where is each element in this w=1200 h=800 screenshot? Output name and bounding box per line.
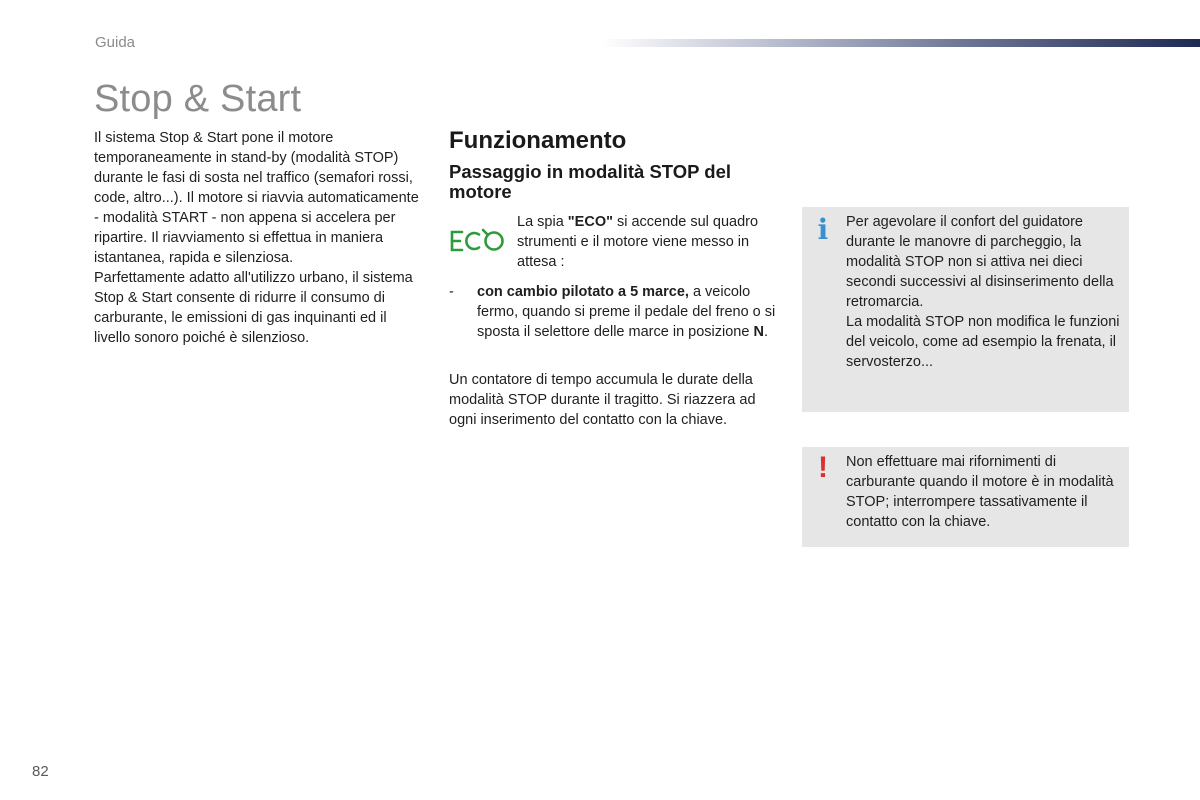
operation-column [449, 126, 779, 430]
section-label: Guida [95, 34, 136, 51]
list-item [449, 282, 779, 342]
bullet-dash: - [449, 284, 454, 300]
page-number: 82 [32, 763, 49, 780]
stop-time-counter-text: Un contatore di tempo accumula le durate della modalità STOP durante il tragitto. Si riazzera ad ogni inserimento del contatto con la chiave. [449, 372, 756, 428]
eco-indicator-row [449, 212, 779, 270]
operation-heading: Funzionamento [449, 127, 627, 154]
bullet-text: con cambio pilotato a 5 marce, a veicolo fermo, quando si preme il pedale del freno o si sposta il selettore delle marce in posizione N. [477, 284, 776, 340]
intro-paragraph: Il sistema Stop & Start pone il motore temporaneamente in stand-by (modalità STOP) durante le fasi di sosta nel traffico (semafori rossi, code, altro...). Il motore si riavvia automaticamente - modalità START - non appena si accelera per ripartire. Il riavviamento si effettua in maniera istantanea, rapida e silenziosa. [94, 130, 419, 266]
info-note-text: Per agevolare il confort del guidatore durante le manovre di parcheggio, la modalità STOP non si attiva nei dieci secondi successivi al disinserimento della retromarcia. La modalità STOP non modifica le funzioni del veicolo, come ad esempio la frenata, il servosterzo... [846, 214, 1120, 370]
header-gradient-bar [600, 39, 1200, 47]
warning-note-box [802, 447, 1129, 547]
intro-paragraph: Parfettamente adatto all'utilizzo urbano, il sistema Stop & Start consente di ridurre il consumo di carburante, le emissioni di gas inquinanti ed il livello sonoro poiché è silenzioso. [94, 270, 413, 346]
warning-icon: ! [818, 451, 828, 484]
info-icon: i [817, 213, 829, 246]
page-title: Stop & Start [94, 78, 302, 120]
stop-mode-subheading: Passaggio in modalità STOP del motore [449, 161, 732, 202]
warning-note-text: Non effettuare mai rifornimenti di carburante quando il motore è in modalità STOP; interrompere tassativamente il contatto con la chiave. [846, 454, 1114, 530]
intro-column [94, 128, 424, 348]
eco-indicator-icon [449, 226, 505, 254]
info-note-box [802, 207, 1129, 412]
eco-indicator-text: La spia "ECO" si accende sul quadro strumenti e il motore viene messo in attesa : [517, 214, 759, 270]
